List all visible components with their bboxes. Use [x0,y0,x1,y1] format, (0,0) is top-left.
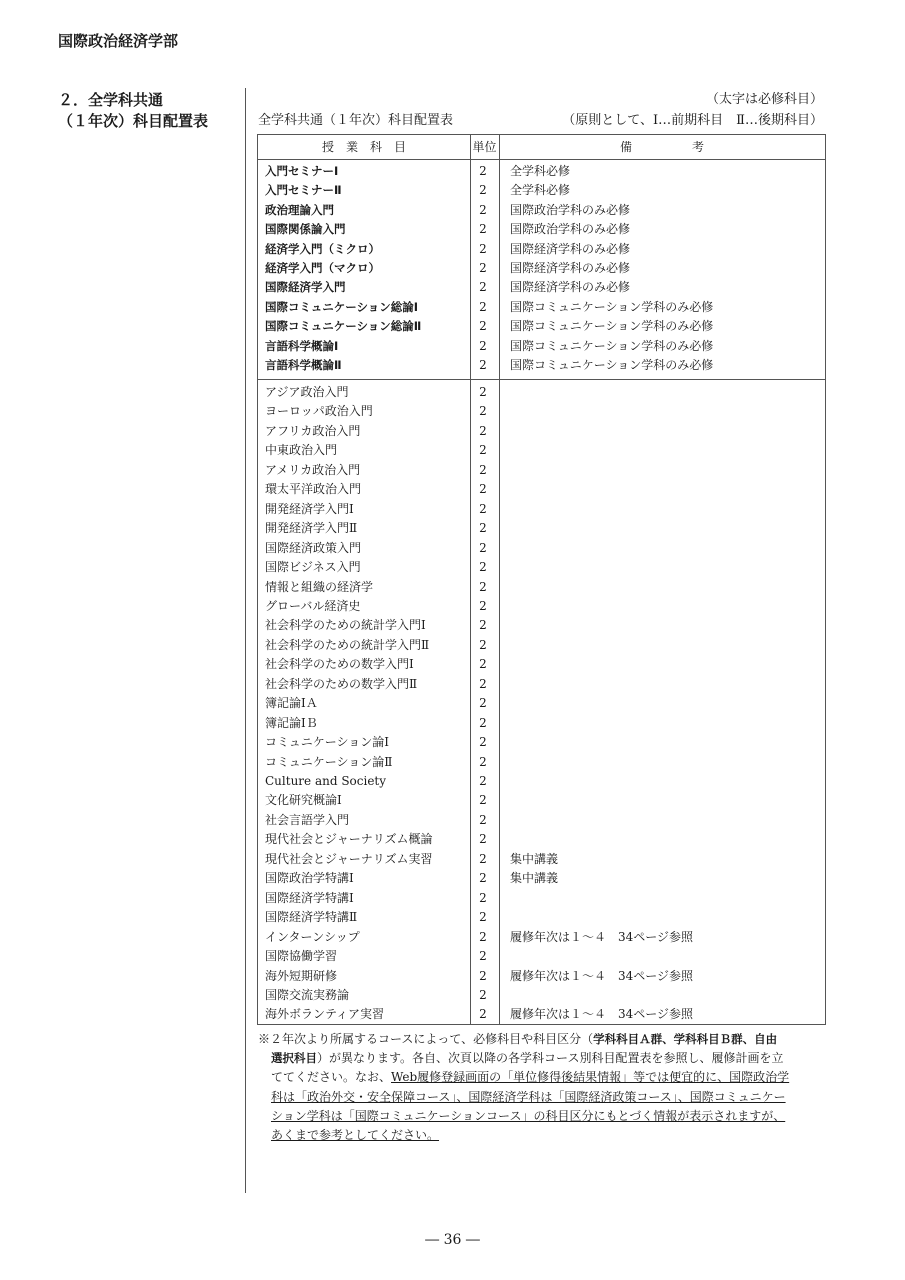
table-row [258,694,825,713]
table-row [258,986,825,1005]
course-units: 2 [479,560,487,575]
course-units: 2 [479,358,487,372]
header-divider [258,159,825,160]
course-name: 簿記論ⅠＢ [265,715,318,730]
course-units: 2 [479,637,487,652]
course-units: 2 [479,462,487,477]
table-row [258,317,825,336]
course-units: 2 [479,657,487,672]
course-name: 国際経済学入門 [265,280,346,295]
table-row [258,461,825,480]
course-remarks: 集中講義 [510,851,559,866]
course-name: 入門セミナーⅡ [265,183,342,198]
table-row [258,181,825,200]
course-units: 2 [479,929,487,944]
footnote-underlined: Web履修登録画面の「単位修得後結果情報」等では便宜的に、国際政治学 [391,1070,790,1085]
course-units: 2 [479,949,487,964]
course-units: 2 [479,832,487,847]
table-row [258,578,825,597]
table-row [258,539,825,558]
table-row [258,908,825,927]
course-units: 2 [479,851,487,866]
course-name: コミュニケーション論Ⅰ [265,735,390,750]
table-row [258,480,825,499]
course-units: 2 [479,968,487,983]
page-number: ― 36 ― [425,1232,480,1248]
course-units: 2 [479,540,487,555]
course-name: 社会言語学入門 [265,812,350,827]
course-units: 2 [479,715,487,730]
course-units: 2 [479,338,487,353]
course-units: 2 [479,696,487,711]
table-row [258,337,825,356]
course-name: 社会科学のための統計学入門Ⅱ [265,637,430,652]
course-name: 言語科学概論Ⅱ [265,358,342,372]
table-row [258,889,825,908]
table-row [258,869,825,888]
table-row [258,733,825,752]
table-row [258,422,825,441]
course-units: 2 [479,385,487,399]
course-units: 2 [479,299,487,314]
table-row [258,616,825,635]
course-name: 入門セミナーⅠ [265,164,339,178]
course-remarks: 国際政治学科のみ必修 [510,202,631,217]
course-remarks: 国際コミュニケーション学科のみ必修 [510,319,714,334]
course-remarks: 国際政治学科のみ必修 [510,222,631,237]
term-legend-note: （原則として、Ⅰ…前期科目 Ⅱ…後期科目） [562,113,823,128]
course-name: 経済学入門（ミクロ） [265,241,380,256]
course-name: 現代社会とジャーナリズム概論 [265,832,433,847]
course-units: 2 [479,676,487,691]
header-remarks: 備 考 [619,140,704,154]
course-units: 2 [479,319,487,334]
table-row [258,519,825,538]
course-name: 中東政治入門 [265,443,338,458]
table-row [258,714,825,733]
table-row [258,675,825,694]
footnote-bold: 選択科目 [271,1051,317,1066]
course-name: アメリカ政治入門 [265,462,361,477]
course-remarks: 国際経済学科のみ必修 [510,241,631,256]
course-remarks: 全学科必修 [510,183,571,198]
course-name: ヨーロッパ政治入門 [265,404,373,419]
header-subject: 授 業 科 目 [321,140,406,154]
course-name: 社会科学のための数学入門Ⅰ [265,657,414,672]
footnote-bold: 学科科目Ａ群、学科科目Ｂ群、自由 [593,1032,778,1046]
course-name: アジア政治入門 [265,385,349,399]
course-remarks: 国際コミュニケーション学科のみ必修 [510,338,714,353]
course-units: 2 [479,910,487,925]
course-name: 国際経済政策入門 [265,540,362,555]
course-units: 2 [479,280,487,295]
course-remarks: 集中講義 [510,871,559,886]
course-units: 2 [479,871,487,886]
course-name: 簿記論ⅠＡ [265,696,318,711]
course-name: 国際協働学習 [265,949,338,964]
course-units: 2 [479,521,487,536]
course-name: 国際関係論入門 [265,222,346,237]
course-name: 現代社会とジャーナリズム実習 [265,851,433,866]
course-units: 2 [479,202,487,217]
course-units: 2 [479,404,487,419]
footnote-underlined: あくまで参考としてください。 [271,1128,440,1143]
table-row [258,947,825,966]
table-row [258,500,825,519]
course-remarks: 国際経済学科のみ必修 [510,261,631,275]
course-name: 言語科学概論Ⅰ [265,338,339,353]
vertical-divider [245,88,246,1193]
course-units: 2 [479,987,487,1002]
table-row [258,402,825,421]
course-units: 2 [479,774,487,788]
course-name: 国際コミュニケーション総論Ⅰ [265,299,419,314]
course-name: 開発経済学入門Ⅱ [265,521,358,536]
course-units: 2 [479,261,487,275]
course-units: 2 [479,222,487,237]
course-units: 2 [479,1007,487,1022]
course-name: グローバル経済史 [265,598,361,613]
course-units: 2 [479,579,487,594]
course-units: 2 [479,443,487,458]
table-row [258,220,825,239]
table-row [258,240,825,259]
department-title: 国際政治経済学部 [58,32,179,50]
course-name: 国際コミュニケーション総論Ⅱ [265,319,422,334]
course-name: 文化研究概論Ⅰ [265,793,342,808]
footnote-text: ）が異なります。各自、次頁以降の各学科コース別科目配置表を参照し、履修計画を立 [317,1051,784,1066]
course-name: 海外短期研修 [265,968,338,983]
section-heading-line2: （１年次）科目配置表 [58,112,209,130]
course-units: 2 [479,598,487,613]
course-remarks: 国際コミュニケーション学科のみ必修 [510,299,714,314]
course-units: 2 [479,183,487,198]
course-name: 情報と組織の経済学 [265,579,374,594]
course-name: 政治理論入門 [265,202,334,217]
course-name: コミュニケーション論Ⅱ [265,754,393,769]
course-units: 2 [479,754,487,769]
section-heading-line1: ２．全学科共通 [58,91,164,109]
course-name: 環太平洋政治入門 [265,482,362,497]
table-row [258,850,825,869]
course-units: 2 [479,618,487,633]
course-remarks: 国際経済学科のみ必修 [510,280,631,295]
course-name: 国際政治学特講Ⅰ [265,871,354,886]
course-name: 国際経済学特講Ⅰ [265,890,354,905]
table-row [258,830,825,849]
course-units: 2 [479,423,487,438]
header-unit: 単位 [472,140,497,154]
table-row [258,383,825,402]
table-row [258,772,825,791]
course-remarks: 履修年次は１～４ 34ページ参照 [510,968,694,983]
course-name: 社会科学のための数学入門Ⅱ [265,676,418,691]
table-row [258,811,825,830]
table-row [258,928,825,947]
table-row [258,967,825,986]
course-name: インターンシップ [265,929,360,944]
footnote-underlined: 科は「政治外交・安全保障コース」、国際経済学科は「国際経済政策コース」、国際コミュニケー [271,1089,786,1104]
course-remarks: 国際コミュニケーション学科のみ必修 [510,358,714,372]
course-units: 2 [479,482,487,497]
bold-legend-note: （太字は必修科目） [705,92,823,107]
table-row [258,259,825,278]
course-name: 経済学入門（マクロ） [265,261,380,275]
group-divider [258,379,825,380]
course-units: 2 [479,735,487,750]
table-row [258,753,825,772]
table-row [258,558,825,577]
table-row [258,1005,825,1024]
course-units: 2 [479,164,487,178]
footnote [258,1030,828,1145]
course-table [257,134,826,1025]
course-name: 国際ビジネス入門 [265,560,361,575]
course-name: 開発経済学入門Ⅰ [265,501,354,516]
course-units: 2 [479,890,487,905]
course-remarks: 履修年次は１～４ 34ページ参照 [510,1007,694,1022]
course-name: 国際交流実務論 [265,987,350,1002]
table-row [258,201,825,220]
course-name: Culture and Society [265,774,387,788]
course-remarks: 全学科必修 [510,164,571,178]
course-units: 2 [479,501,487,516]
table-row [258,791,825,810]
course-units: 2 [479,812,487,827]
course-name: アフリカ政治入門 [265,423,361,438]
footnote-underlined: ション学科は「国際コミュニケーションコース」の科目区分にもとづく情報が表示されますが、 [271,1108,786,1123]
table-row [258,298,825,317]
course-units: 2 [479,793,487,808]
footnote-text: ててください。なお、 [271,1070,392,1085]
table-row [258,441,825,460]
course-name: 海外ボランティア実習 [265,1007,385,1022]
course-name: 国際経済学特講Ⅱ [265,910,358,925]
table-row [258,655,825,674]
table-caption: 全学科共通（１年次）科目配置表 [258,113,454,128]
course-remarks: 履修年次は１～４ 34ページ参照 [510,929,694,944]
course-name: 社会科学のための統計学入門Ⅰ [265,618,426,633]
course-units: 2 [479,241,487,256]
table-row [258,162,825,181]
table-row [258,356,825,375]
footnote-text: ※２年次より所属するコースによって、必修科目や科目区分（ [258,1032,594,1046]
table-row [258,278,825,297]
table-row [258,597,825,616]
table-row [258,636,825,655]
